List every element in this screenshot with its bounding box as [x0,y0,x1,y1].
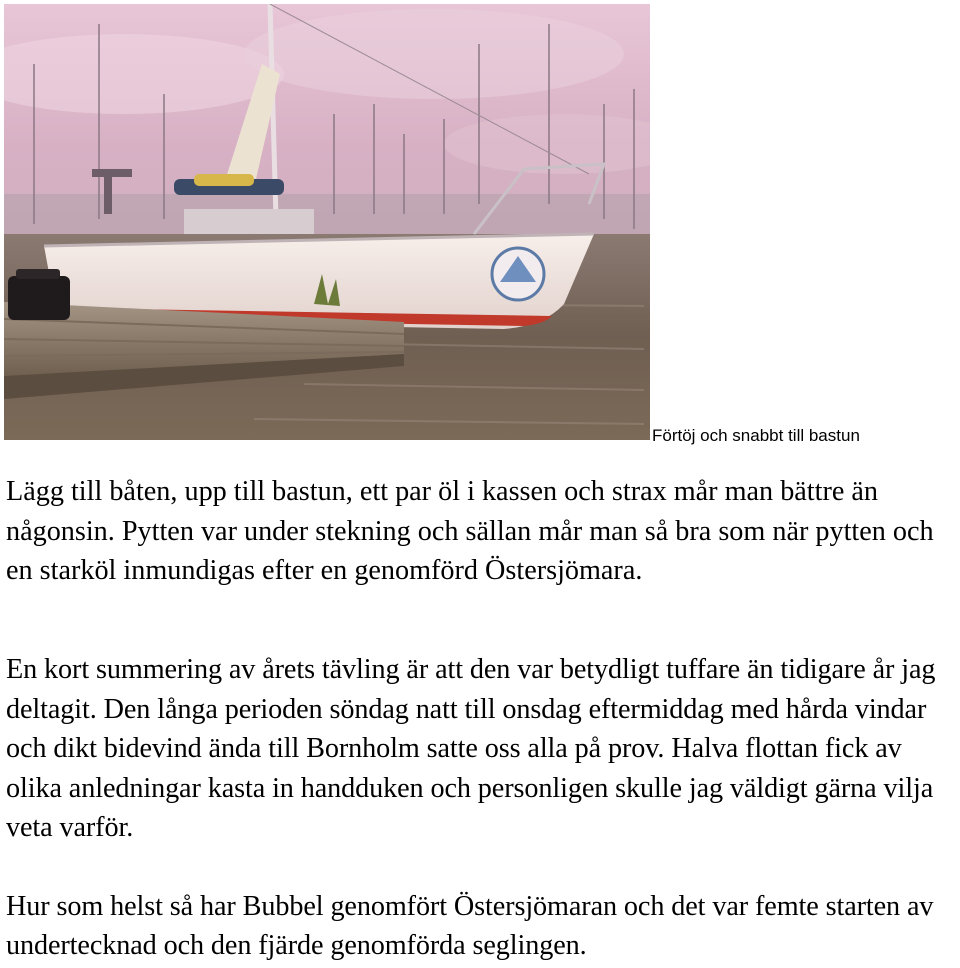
sailboat-harbor-photo [4,4,650,440]
article-paragraph-2: En kort summering av årets tävling är att den var betydligt tuffare än tidigare år jag deltagit. Den långa perioden söndag natt till onsdag eftermiddag med hårda vindar och dikt bidevind ända till Bornholm satte oss alla på prov. Halva flottan fick av olika anledningar kasta in handduken och personligen skulle jag väldigt gärna vilja veta varför. [6,654,936,843]
article-body [6,472,958,966]
photo-caption: Förtöj och snabbt till bastun [652,426,860,445]
article-paragraph-3: Hur som helst så har Bubbel genomfört Östersjömaran och det var femte starten av undertecknad och den fjärde genomförda seglingen. [6,890,934,961]
article-paragraph-1: Lägg till båten, upp till bastun, ett par öl i kassen och strax mår man bättre än någonsin. Pytten var under stekning och sällan mår man så bra som när pytten och en starköl inmundigas efter en genomförd Östersjömara. [6,476,934,586]
photo-block [4,4,954,445]
